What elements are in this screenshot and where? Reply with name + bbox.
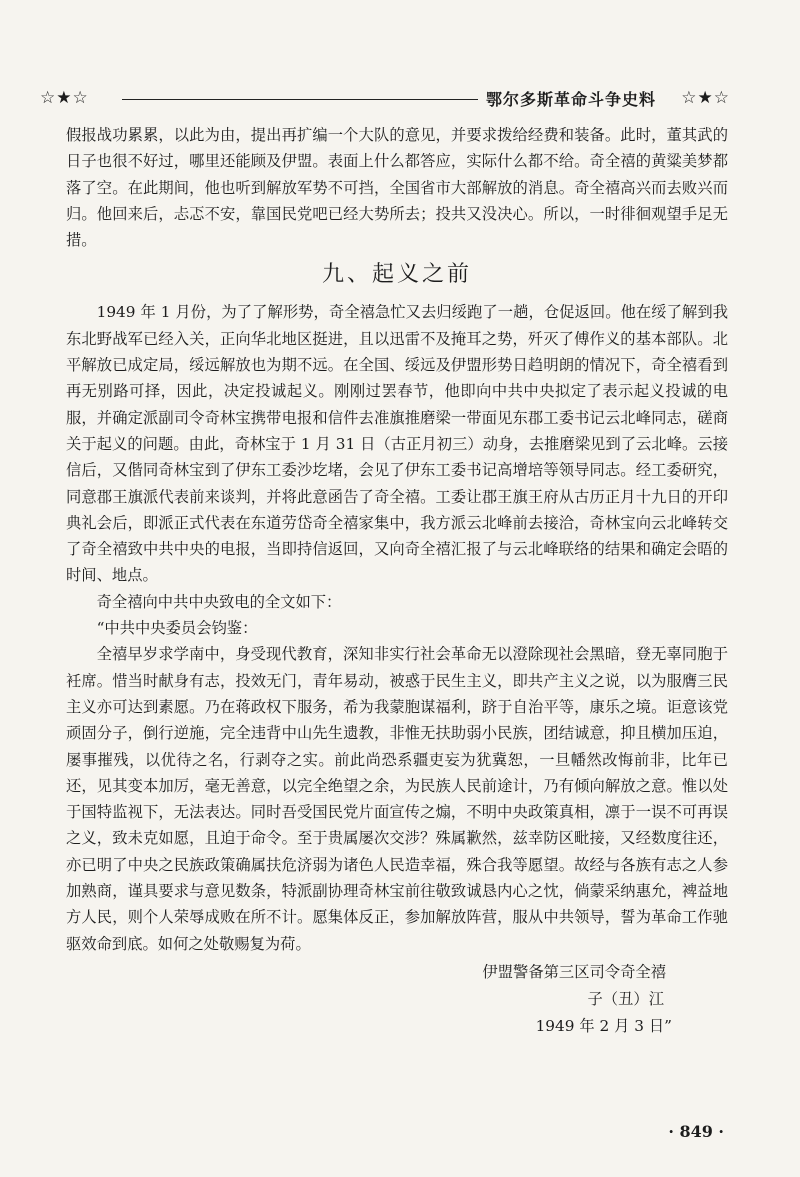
signature-date: 1949 年 2 月 3 日” bbox=[535, 1016, 672, 1035]
telegram-body: 全禧早岁求学南中，身受现代教育，深知非实行社会革命无以澄除现社会黑暗，登无辜同胞于衽席。惜当时献身有志，投效无门，青年易动，被惑于民生主义，即共产主义之说，以为服膺三民主义亦可达到素愿。乃在蒋政权下服务，希为我蒙胞谋福利，跻于自治平等，康乐之境。讵意该党顽固分子，倒行逆施，完全违背中山先生遗教，非惟无扶助弱小民族，团结诚意，抑且横加压迫，屡事摧残，以优待之名，行剥夺之实。前此尚恐系疆吏妄为犹冀恕，一旦幡然改悔前非，比年已还，见其变本加厉，毫无善意，以完全绝望之余，为民族人民前途计，乃有倾向解放之意。惟以处于国特监视下，无法表达。同时吾受国民党片面宣传之煽，不明中央政策真相，凛于一误不可再误之义，致未克如愿，且迫于命令。至于贵属屡次交涉？殊属歉然，兹幸防区毗接，又经数度往还，亦已明了中央之民族政策确属扶危济弱为诸色人民造幸福，殊合我等愿望。故经与各族有志之人参加熟商，谨具要求与意见数条，特派副协理奇林宝前往敬致诚恳内心之忱，倘蒙采纳惠允，裨益地方人民，则个人荣辱成败在所不计。愿集体反正，参加解放阵营，服从中共领导，誓为革命工作驰驱效命到底。如何之处敬赐复为荷。 bbox=[66, 645, 728, 953]
running-header bbox=[40, 82, 730, 112]
paragraph-continued: 假报战功累累，以此为由，提出再扩编一个大队的意见，并要求拨给经费和装备。此时，董其武的日子也很不好过，哪里还能顾及伊盟。表面上什么都答应，实际什么都不给。奇全禧的黄粱美梦都落了空。在此期间，他也听到解放军势不可挡，全国省市大部解放的消息。奇全禧高兴而去败兴而归。他回来后，忐忑不安，靠国民党吧已经大势所去；投共又没决心。所以，一时徘徊观望手足无措。 bbox=[66, 126, 728, 250]
paragraph: 奇全禧向中共中央致电的全文如下： bbox=[96, 592, 342, 611]
running-title: 鄂尔多斯革命斗争史料 bbox=[486, 90, 657, 109]
section-title: 九、起义之前 bbox=[321, 262, 472, 288]
stars-ornament-left: ☆★☆ bbox=[40, 88, 89, 108]
telegram-salutation: “中共中央委员会钧鉴： bbox=[96, 619, 258, 638]
paragraph: 1949 年 1 月份，为了了解形势，奇全禧急忙又去归绥跑了一趟，仓促返回。他在绥了解到我东北野战军已经入关，正向华北地区挺进，且以迅雷不及掩耳之势，歼灭了傅作义的基本部队。北平解放已成定局，绥远解放也为期不远。在全国、绥远及伊盟形势日趋明朗的情况下，奇全禧看到再无别路可择，因此，决定投诚起义。刚刚过罢春节，他即向中共中央拟定了表示起义投诚的电服，并确定派副司令奇林宝携带电报和信件去准旗推磨梁一带面见东郡工委书记云北峰同志，磋商关于起义的问题。由此，奇林宝于 1 月 31 日（古正月初三）动身，去推磨梁见到了云北峰。云接信后，又偕同奇林宝到了伊东工委沙圪堵，会见了伊东工委书记高增培等领导同志。经工委研究，同意郡王旗派代表前来谈判，并将此意函告了奇全禧。工委让郡王旗王府从古历正月十九日的开印典礼会后，即派正式代表在东道劳岱奇全禧家集中，我方派云北峰前去接洽，奇林宝向云北峰转交了奇全禧致中共中央的电报，当即持信返回，又向奇全禧汇报了与云北峰联络的结果和确定会晤的时间、地点。 bbox=[66, 303, 728, 585]
signature-code: 子（丑）江 bbox=[587, 989, 664, 1008]
header-rule bbox=[122, 99, 478, 100]
page-number: · 849 · bbox=[668, 1122, 724, 1141]
page-body bbox=[66, 122, 728, 1040]
stars-ornament-right: ☆★☆ bbox=[681, 88, 730, 108]
signature-name: 伊盟警备第三区司令奇全禧 bbox=[482, 962, 666, 981]
telegram-signature bbox=[66, 959, 728, 1040]
